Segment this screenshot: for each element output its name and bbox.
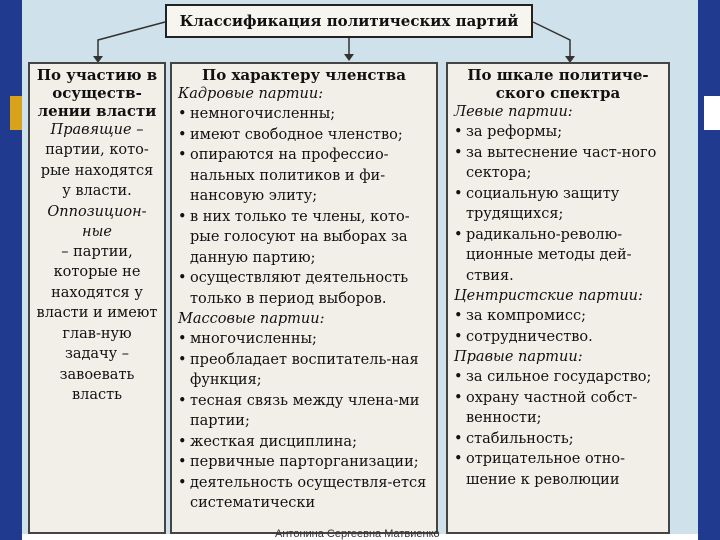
mass-parties-label: Массовые партии: (178, 311, 325, 327)
list-item: • осуществляют деятельность только в период выборов. (178, 268, 430, 309)
list-item: • отрицательное отно-шение к революции (454, 449, 662, 490)
list-item: • социальную защиту трудящихся; (454, 184, 662, 225)
list-item: • преобладает воспитатель-ная функция; (178, 350, 430, 391)
cadre-parties-list (178, 104, 430, 309)
list-item: • первичные парторганизации; (178, 452, 430, 473)
diagram-title: Классификация политических партий (165, 4, 533, 38)
list-item: • жесткая дисциплина; (178, 432, 430, 453)
centrist-parties-label: Центристские партии: (454, 288, 643, 304)
ruling-parties-label: Правящие – (50, 122, 144, 138)
list-item: • радикально-револю-ционные методы дей-ствия. (454, 225, 662, 287)
list-item: • в них только те члены, кото-рые голосуют на выборах за данную партию; (178, 207, 430, 269)
list-item: • стабильность; (454, 429, 662, 450)
left-accent-bar (0, 0, 22, 540)
list-item: • деятельность осуществля-ется систематически (178, 473, 430, 514)
left-parties-label: Левые партии: (454, 104, 573, 120)
right-parties-label: Правые партии: (454, 349, 583, 365)
left-accent-stripe (10, 96, 22, 130)
list-item: • немногочисленны; (178, 104, 430, 125)
list-item: • имеют свободное членство; (178, 125, 430, 146)
right-accent-stripe (704, 96, 720, 130)
list-item: • за компромисс; (454, 306, 662, 327)
list-item: • за вытеснение част-ного сектора; (454, 143, 662, 184)
list-item: • многочисленны; (178, 329, 430, 350)
list-item: • опираются на профессио-нальных политиков и фи-нансовую элиту; (178, 145, 430, 207)
list-item: • охрану частной собст-венности; (454, 388, 662, 429)
right-accent-bar (698, 0, 720, 540)
mass-parties-list (178, 329, 430, 514)
list-item: • тесная связь между члена-ми партии; (178, 391, 430, 432)
column-membership-type (170, 62, 438, 534)
ruling-parties-text: партии, кото-рые находятся у власти. (40, 142, 154, 199)
column-header: По характеру членства (202, 66, 406, 84)
list-item: • за сильное государство; (454, 367, 662, 388)
list-item: • за реформы; (454, 122, 662, 143)
left-parties-list (454, 122, 662, 286)
right-parties-list (454, 367, 662, 490)
list-item: • сотрудничество. (454, 327, 662, 348)
column-header: По шкале политиче-ского спектра (467, 66, 649, 102)
column-header: По участию в осуществ-лении власти (36, 66, 158, 120)
opposition-parties-text: – партии, которые не находятся у власти и имеют глав-ную задачу – завоевать власть (36, 243, 158, 403)
centrist-parties-list (454, 306, 662, 347)
author-footer: Антонина Сергеевна Матвиенко (275, 528, 440, 540)
column-power-participation (28, 62, 166, 534)
cadre-parties-label: Кадровые партии: (178, 86, 324, 102)
opposition-parties-label: Оппозицион-ные (47, 203, 147, 240)
column-political-spectrum (446, 62, 670, 534)
